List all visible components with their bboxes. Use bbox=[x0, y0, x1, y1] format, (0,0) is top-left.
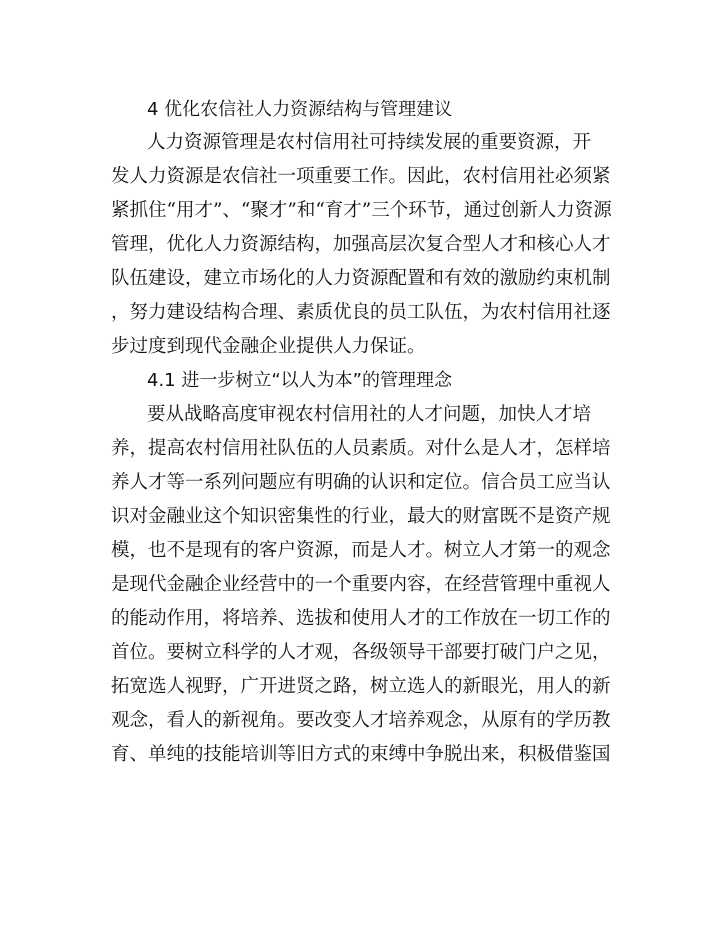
paragraph-2-line-2: 养，提高农村信用社队伍的人员素质。对什么是人才，怎样培 bbox=[111, 438, 611, 459]
paragraph-1-line-4: 管理，优化人力资源结构，加强高层次复合型人才和核心人才 bbox=[111, 234, 611, 255]
paragraph-1-line-5: 队伍建设，建立市场化的人力资源配置和有效的激励约束机制 bbox=[111, 268, 611, 289]
paragraph-1-line-7: 步过度到现代金融企业提供人力保证。 bbox=[111, 336, 426, 357]
paragraph-2-line-4: 识对金融业这个知识密集性的行业，最大的财富既不是资产规 bbox=[111, 506, 611, 527]
paragraph-2-line-6: 是现代金融企业经营中的一个重要内容，在经营管理中重视人 bbox=[111, 574, 611, 595]
paragraph-1-line-3: 紧抓住“用才”、“聚才”和“育才”三个环节，通过创新人力资源 bbox=[111, 200, 612, 221]
paragraph-1-line-1: 人力资源管理是农村信用社可持续发展的重要资源，开 bbox=[147, 132, 592, 153]
section-heading-4: 4 优化农信社人力资源结构与管理建议 bbox=[147, 99, 453, 120]
paragraph-2-line-1: 要从战略高度审视农村信用社的人才问题，加快人才培 bbox=[147, 404, 592, 425]
paragraph-2-line-5: 模，也不是现有的客户资源，而是人才。树立人才第一的观念 bbox=[111, 540, 611, 561]
paragraph-2-line-10: 观念，看人的新视角。要改变人才培养观念，从原有的学历教 bbox=[111, 710, 611, 731]
paragraph-1-line-2: 发人力资源是农信社一项重要工作。因此，农村信用社必须紧 bbox=[111, 166, 611, 187]
paragraph-1-line-6: ，努力建设结构合理、素质优良的员工队伍，为农村信用社逐 bbox=[111, 302, 611, 323]
paragraph-2-line-3: 养人才等一系列问题应有明确的认识和定位。信合员工应当认 bbox=[111, 472, 611, 493]
paragraph-2-line-9: 拓宽选人视野，广开进贤之路，树立选人的新眼光，用人的新 bbox=[111, 676, 611, 697]
section-heading-4-1: 4.1 进一步树立“以人为本”的管理理念 bbox=[147, 370, 452, 391]
paragraph-2-line-8: 首位。要树立科学的人才观，各级领导干部要打破门户之见， bbox=[111, 642, 611, 663]
paragraph-2-line-7: 的能动作用，将培养、选拔和使用人才的工作放在一切工作的 bbox=[111, 608, 611, 629]
paragraph-2-line-11: 育、单纯的技能培训等旧方式的束缚中争脱出来，积极借鉴国 bbox=[111, 744, 611, 765]
